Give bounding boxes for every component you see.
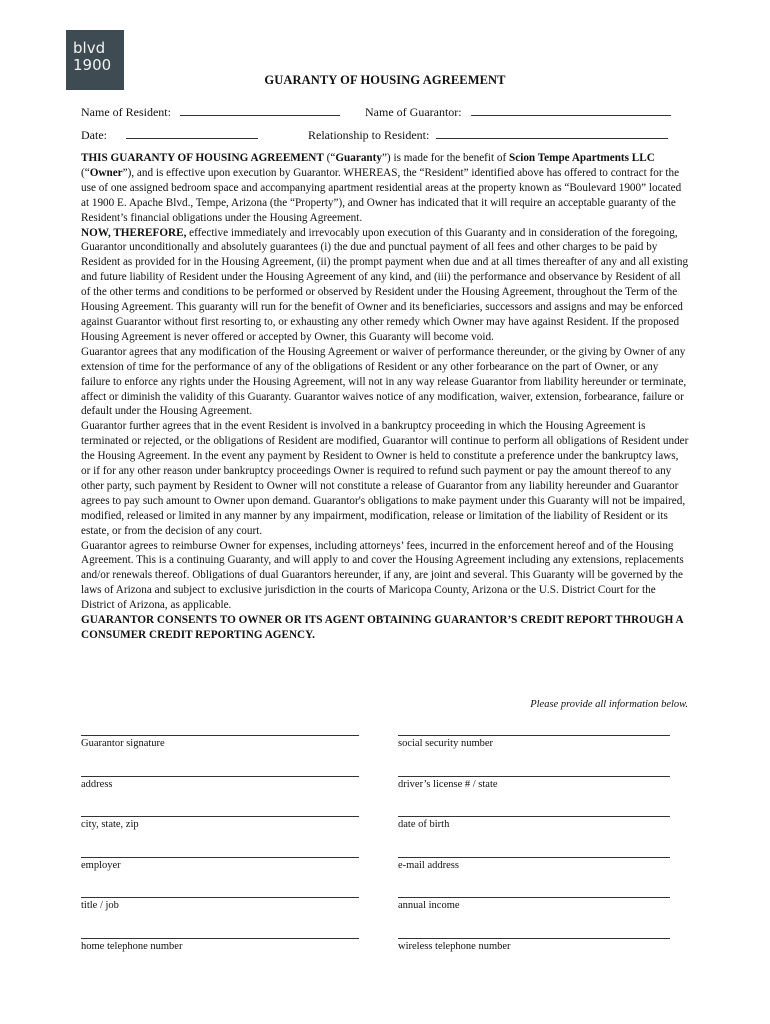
credit-consent: GUARANTOR CONSENTS TO OWNER OR ITS AGENT OBTAINING GUARANTOR’S CREDIT REPORT THROUGH A CONSUMER CREDIT REPORTING AGENCY. — [81, 614, 683, 642]
employer-label: employer — [81, 860, 121, 871]
title-job-label: title / job — [81, 900, 119, 911]
wireless-telephone-number-field[interactable] — [398, 938, 670, 939]
relationship-label: Relationship to Resident: — [308, 128, 430, 142]
address-label: address — [81, 779, 113, 790]
social-security-number-field[interactable] — [398, 735, 670, 736]
name-of-guarantor-row — [365, 104, 671, 120]
name-of-guarantor-field[interactable] — [471, 104, 671, 116]
city-state-zip-label: city, state, zip — [81, 819, 139, 830]
guarantor-signature-label: Guarantor signature — [81, 738, 165, 749]
date-of-birth-label: date of birth — [398, 819, 450, 830]
address-field[interactable] — [81, 776, 359, 777]
annual-income-label: annual income — [398, 900, 460, 911]
home-telephone-number-label: home telephone number — [81, 941, 183, 952]
name-of-resident-label: Name of Resident: — [81, 105, 171, 119]
social-security-number-label: social security number — [398, 738, 494, 749]
date-field[interactable] — [126, 127, 258, 139]
name-of-guarantor-label: Name of Guarantor: — [365, 105, 462, 119]
city-state-zip-field[interactable] — [81, 816, 359, 817]
date-label: Date: — [81, 128, 107, 142]
wireless-telephone-number-label: wireless telephone number — [398, 941, 511, 952]
title-job-field[interactable] — [81, 897, 359, 898]
paragraph-3: Guarantor agrees that any modification of the Housing Agreement or waiver of performance thereunder, or the giving by Owner of any extension of time for the performance of any of the obligations of Resident or any other forbearance on the part of Owner, or any failure to enforce any rights under the Housing Agreement, will not in any way release Guarantor from liability hereunder or terminate, affect or diminish the validity of this Guaranty. Guarantor waives notice of any modification, waiver, extension, forbearance, failure or default under the Housing Agreement. — [81, 345, 687, 418]
date-row — [81, 127, 258, 143]
logo-line1: blvd — [73, 39, 106, 57]
e-mail-address-field[interactable] — [398, 857, 670, 858]
annual-income-field[interactable] — [398, 897, 670, 898]
relationship-row — [308, 127, 668, 143]
e-mail-address-label: e-mail address — [398, 860, 459, 871]
info-note: Please provide all information below. — [530, 699, 688, 710]
paragraph-5: Guarantor agrees to reimburse Owner for expenses, including attorneys’ fees, incurred in the enforcement hereof and of the Housing Agreement. This is a continuing Guaranty, and will apply to and cover the Housing Agreement including any extensions, replacements and/or renewals thereof. Obligations of dual Guarantors hereunder, if any, are joint and several. This Guaranty will be governed by the laws of Arizona and subject to exclusive jurisdiction in the courts of Maricopa County, Arizona or the U.S. District Court for the District of Arizona, as applicable. — [81, 539, 684, 612]
employer-field[interactable] — [81, 857, 359, 858]
paragraph-2: NOW, THEREFORE, effective immediately and irrevocably upon execution of this Guaranty and in consideration of the foregoing, Guarantor unconditionally and absolutely guarantees (i) the due and punctual payment of all fees and other charges to be paid by Resident as provided for in the Housing Agreement, (ii) the prompt payment when due and at all times thereafter of any and all existing and future liability of Resident under the Housing Agreement of any kind, and (iii) the performance and observance by Resident of all of the other terms and conditions to be performed or observed by Resident under the Housing Agreement, throughout the Term of the Housing Agreement. This guaranty will run for the benefit of Owner and its beneficiaries, successors and assigns and may be enforced against Guarantor without first resorting to, or exhausting any other remedy which Owner may have against Resident. If the proposed Housing Agreement is never offered or accepted by Owner, this Guaranty will become void. — [81, 226, 689, 343]
driver-s-license-state-label: driver’s license # / state — [398, 779, 498, 790]
name-of-resident-field[interactable] — [180, 104, 340, 116]
paragraph-4: Guarantor further agrees that in the event Resident is involved in a bankruptcy proceeding in which the Housing Agreement is terminated or rejected, or the obligations of Resident are modified, Guarantor will continue to perform all obligations of Resident under the Housing Agreement. In the event any payment by Resident to Owner is held to constitute a preference under the bankruptcy laws, or if for any other reason under bankruptcy proceedings Owner is required to refund such payment or pay the amount thereof to any other party, such payment by Resident to Owner will not constitute a release of Guarantor from any liability hereunder and Guarantor agrees to pay such amount to Owner upon demand. Guarantor's obligations to make payment under this Guaranty will not be impaired, modified, released or limited in any manner by any impairment, modification, release or limitation of the liability of Resident or its estate, or from the decision of any court. — [81, 420, 689, 537]
driver-s-license-state-field[interactable] — [398, 776, 670, 777]
agreement-body — [81, 151, 689, 643]
home-telephone-number-field[interactable] — [81, 938, 359, 939]
paragraph-1: THIS GUARANTY OF HOUSING AGREEMENT (“Guaranty”) is made for the benefit of Scion Tempe Apartments LLC (“Owner”), and is effective upon execution by Guarantor. WHEREAS, the “Resident” identified above has offered to contract for the use of one assigned bedroom space and accompanying apartment residential areas at the property known as “Boulevard 1900” located at 1900 E. Apache Blvd., Tempe, Arizona (the “Property”), and Owner has indicated that it will require an acceptable guaranty of the Resident’s financial obligations under the Housing Agreement. — [81, 152, 682, 224]
date-of-birth-field[interactable] — [398, 816, 670, 817]
guarantor-signature-field[interactable] — [81, 735, 359, 736]
name-of-resident-row — [81, 104, 340, 120]
logo-line2: 1900 — [73, 56, 112, 74]
relationship-field[interactable] — [436, 127, 668, 139]
page-title: GUARANTY OF HOUSING AGREEMENT — [264, 73, 506, 87]
